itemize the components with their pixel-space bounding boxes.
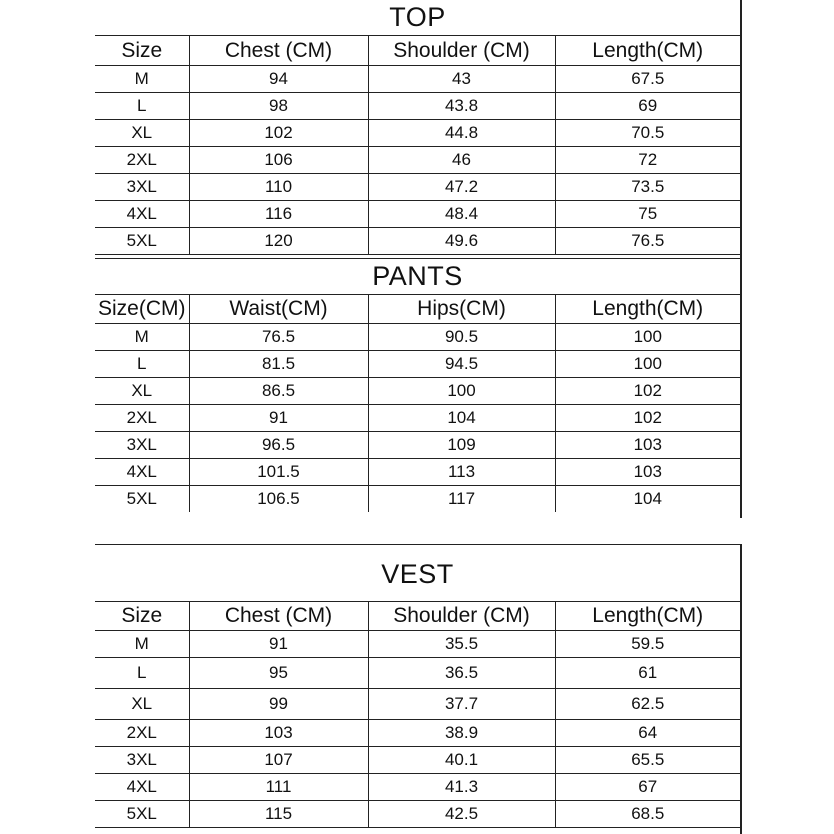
table-row bbox=[95, 120, 740, 147]
header-shoulder: Shoulder (CM) bbox=[368, 602, 555, 631]
cell-hips: 117 bbox=[368, 486, 555, 513]
cell-length: 104 bbox=[633, 489, 662, 508]
cell-shoulder: 47.2 bbox=[368, 174, 555, 201]
table-row bbox=[95, 378, 740, 405]
cell-length: 70.5 bbox=[555, 120, 740, 147]
cell-length: 59.5 bbox=[555, 631, 740, 658]
table-row bbox=[95, 201, 740, 228]
table-row bbox=[95, 459, 740, 486]
cell-shoulder: 40.1 bbox=[368, 747, 555, 774]
table-header-row bbox=[95, 36, 740, 66]
header-length: Length(CM) bbox=[555, 36, 740, 66]
table-row bbox=[95, 405, 740, 432]
table-row bbox=[95, 774, 740, 801]
header-length: Length(CM) bbox=[555, 602, 740, 631]
cell-chest: 98 bbox=[189, 93, 368, 120]
cell-size: 4XL bbox=[95, 774, 189, 801]
cell-size: 2XL bbox=[95, 720, 189, 747]
cell-hips: 109 bbox=[368, 432, 555, 459]
header-chest: Chest (CM) bbox=[189, 602, 368, 631]
cell-waist: 96.5 bbox=[189, 432, 368, 459]
cell-shoulder: 48.4 bbox=[368, 201, 555, 228]
table-row bbox=[95, 66, 740, 93]
cell-size: 5XL bbox=[95, 228, 189, 255]
cell-hips: 100 bbox=[368, 378, 555, 405]
cell-shoulder: 37.7 bbox=[368, 689, 555, 720]
cell-length: 65.5 bbox=[555, 747, 740, 774]
cell-length: 103 bbox=[555, 432, 740, 459]
cell-size: 5XL bbox=[95, 486, 189, 513]
cell-chest: 116 bbox=[189, 201, 368, 228]
cell-length: 100 bbox=[555, 351, 740, 378]
cell-length: 76.5 bbox=[555, 228, 740, 255]
cell-length: 72 bbox=[555, 147, 740, 174]
cell-shoulder: 36.5 bbox=[368, 658, 555, 689]
frame-right-line-top bbox=[740, 0, 742, 518]
pants-size-table bbox=[95, 295, 740, 512]
table-row bbox=[95, 432, 740, 459]
header-length: Length(CM) bbox=[555, 295, 740, 324]
table-row bbox=[95, 174, 740, 201]
cell-chest: 120 bbox=[189, 228, 368, 255]
cell-length: 75 bbox=[555, 201, 740, 228]
vest-title: VEST bbox=[95, 545, 740, 602]
table-row bbox=[95, 147, 740, 174]
cell-hips: 94.5 bbox=[368, 351, 555, 378]
cell-waist: 76.5 bbox=[189, 324, 368, 351]
cell-size: 4XL bbox=[95, 459, 189, 486]
cell-size: 4XL bbox=[95, 201, 189, 228]
cell-waist: 106.5 bbox=[189, 486, 368, 513]
cell-size: 3XL bbox=[95, 747, 189, 774]
cell-length: 61 bbox=[555, 658, 740, 689]
cell-length: 69 bbox=[555, 93, 740, 120]
frame-right-line-vest bbox=[740, 544, 742, 834]
cell-length: 102 bbox=[555, 378, 740, 405]
header-hips: Hips(CM) bbox=[368, 295, 555, 324]
cell-chest: 103 bbox=[189, 720, 368, 747]
cell-size: 3XL bbox=[95, 432, 189, 459]
pants-size-section bbox=[95, 258, 740, 512]
cell-chest: 115 bbox=[189, 801, 368, 828]
cell-shoulder: 43.8 bbox=[368, 93, 555, 120]
cell-size: M bbox=[95, 66, 189, 93]
cell-length: 62.5 bbox=[555, 689, 740, 720]
cell-shoulder: 38.9 bbox=[368, 720, 555, 747]
top-size-section bbox=[95, 0, 740, 255]
cell-hips: 104 bbox=[368, 405, 555, 432]
cell-length: 100 bbox=[555, 324, 740, 351]
cell-size: 5XL bbox=[95, 801, 189, 828]
table-header-row bbox=[95, 602, 740, 631]
cell-length: 103 bbox=[555, 459, 740, 486]
cell-chest: 99 bbox=[189, 689, 368, 720]
cell-chest: 106 bbox=[189, 147, 368, 174]
table-row bbox=[95, 658, 740, 689]
cell-size: M bbox=[95, 631, 189, 658]
cell-shoulder: 46 bbox=[368, 147, 555, 174]
cell-size: XL bbox=[95, 120, 189, 147]
top-title: TOP bbox=[95, 0, 740, 36]
cell-length: 73.5 bbox=[555, 174, 740, 201]
cell-hips: 113 bbox=[368, 459, 555, 486]
cell-shoulder: 42.5 bbox=[368, 801, 555, 828]
cell-length: 102 bbox=[555, 405, 740, 432]
cell-size: XL bbox=[95, 689, 189, 720]
cell-chest: 91 bbox=[189, 631, 368, 658]
cell-chest: 102 bbox=[189, 120, 368, 147]
top-size-table bbox=[95, 36, 740, 255]
cell-chest: 110 bbox=[189, 174, 368, 201]
cell-size: M bbox=[95, 324, 189, 351]
cell-chest: 95 bbox=[189, 658, 368, 689]
cell-waist: 81.5 bbox=[189, 351, 368, 378]
cell-length: 64 bbox=[555, 720, 740, 747]
vest-size-table bbox=[95, 602, 740, 828]
table-row bbox=[95, 720, 740, 747]
table-row bbox=[95, 747, 740, 774]
table-row bbox=[95, 324, 740, 351]
cell-length: 68.5 bbox=[555, 801, 740, 828]
table-row bbox=[95, 689, 740, 720]
cell-hips: 90.5 bbox=[368, 324, 555, 351]
cell-size: L bbox=[95, 93, 189, 120]
cell-size: 2XL bbox=[95, 147, 189, 174]
table-row bbox=[95, 228, 740, 255]
cell-size: XL bbox=[95, 378, 189, 405]
cell-size: L bbox=[95, 658, 189, 689]
table-row bbox=[95, 631, 740, 658]
cell-waist: 101.5 bbox=[189, 459, 368, 486]
cell-size: L bbox=[95, 351, 189, 378]
table-row bbox=[95, 93, 740, 120]
cell-waist: 91 bbox=[189, 405, 368, 432]
header-shoulder: Shoulder (CM) bbox=[368, 36, 555, 66]
table-row bbox=[95, 486, 740, 513]
header-waist: Waist(CM) bbox=[189, 295, 368, 324]
cell-length: 67.5 bbox=[555, 66, 740, 93]
header-size: Size bbox=[95, 36, 189, 66]
table-row bbox=[95, 801, 740, 828]
cell-shoulder: 35.5 bbox=[368, 631, 555, 658]
cell-chest: 107 bbox=[189, 747, 368, 774]
header-chest: Chest (CM) bbox=[189, 36, 368, 66]
cell-shoulder: 44.8 bbox=[368, 120, 555, 147]
cell-size: 3XL bbox=[95, 174, 189, 201]
cell-chest: 111 bbox=[189, 774, 368, 801]
pants-title: PANTS bbox=[95, 259, 740, 295]
header-size: Size bbox=[95, 602, 189, 631]
cell-shoulder: 49.6 bbox=[368, 228, 555, 255]
cell-shoulder: 43 bbox=[368, 66, 555, 93]
cell-shoulder: 41.3 bbox=[368, 774, 555, 801]
cell-chest: 94 bbox=[189, 66, 368, 93]
table-row bbox=[95, 351, 740, 378]
table-header-row bbox=[95, 295, 740, 324]
header-size: Size(CM) bbox=[95, 295, 189, 324]
cell-size: 2XL bbox=[95, 405, 189, 432]
cell-waist: 86.5 bbox=[189, 378, 368, 405]
vest-size-section bbox=[95, 544, 740, 828]
cell-length: 67 bbox=[555, 774, 740, 801]
